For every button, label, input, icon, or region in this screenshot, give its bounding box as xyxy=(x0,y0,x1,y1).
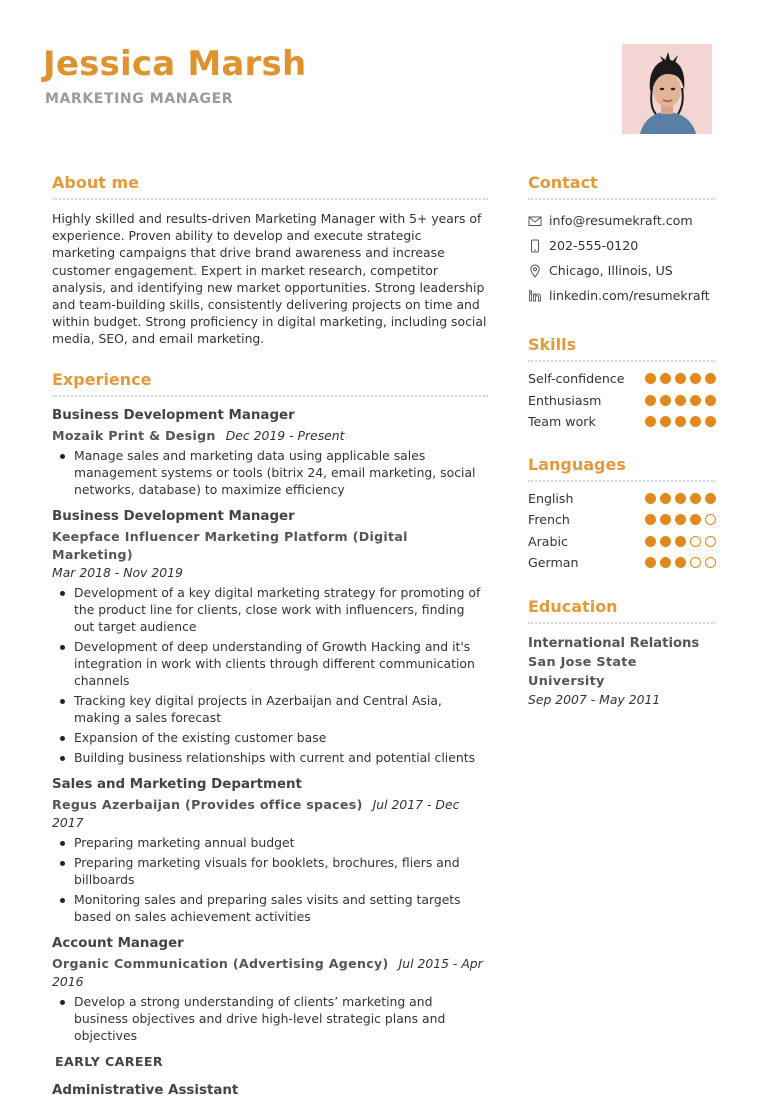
job-bullet: Preparing marketing annual budget xyxy=(52,834,488,851)
job-bullet: Building business relationships with current and potential clients xyxy=(52,749,488,766)
job-company-line xyxy=(52,427,488,445)
early-career-title: Administrative Assistant xyxy=(52,1082,239,1098)
education-dates: Sep 2007 - May 2011 xyxy=(528,691,661,707)
contact-section xyxy=(528,173,716,308)
filled-dot-icon xyxy=(705,416,716,427)
filled-dot-icon xyxy=(645,373,656,384)
filled-dot-icon xyxy=(645,557,656,568)
education-heading: Education xyxy=(528,596,618,616)
rating-label: French xyxy=(528,512,570,528)
languages-list xyxy=(528,488,716,574)
job-bullet: Development of deep understanding of Growth Hacking and it's integration in work with clients through different communication channels xyxy=(52,638,488,689)
filled-dot-icon xyxy=(660,493,671,504)
job-bullets xyxy=(52,993,488,1044)
left-column xyxy=(52,173,488,1098)
envelope-icon xyxy=(528,214,542,228)
filled-dot-icon xyxy=(675,514,686,525)
filled-dot-icon xyxy=(645,536,656,547)
candidate-name: Jessica Marsh xyxy=(43,44,307,84)
experience-heading: Experience xyxy=(52,369,152,389)
job-title: Business Development Manager xyxy=(52,407,295,423)
contact-location xyxy=(528,258,716,283)
empty-dot-icon xyxy=(705,536,716,547)
rating-label: Self-confidence xyxy=(528,371,625,387)
rating-row xyxy=(528,509,716,531)
rating-row xyxy=(528,552,716,574)
filled-dot-icon xyxy=(645,514,656,525)
filled-dot-icon xyxy=(660,557,671,568)
filled-dot-icon xyxy=(660,536,671,547)
filled-dot-icon xyxy=(690,493,701,504)
rating-dots xyxy=(645,493,716,504)
filled-dot-icon xyxy=(705,373,716,384)
contact-email[interactable] xyxy=(528,208,716,233)
about-heading: About me xyxy=(52,173,139,192)
education-section xyxy=(528,597,716,709)
contact-phone[interactable] xyxy=(528,233,716,258)
filled-dot-icon xyxy=(660,373,671,384)
rating-row xyxy=(528,390,716,412)
rating-row xyxy=(528,488,716,510)
filled-dot-icon xyxy=(675,416,686,427)
rating-dots xyxy=(645,395,716,406)
job-bullet: Develop a strong understanding of clients’ marketing and business objectives and drive high-level strategic plans and objectives xyxy=(52,993,488,1044)
skills-divider xyxy=(528,360,716,362)
rating-dots xyxy=(645,557,716,568)
contact-heading: Contact xyxy=(528,173,598,192)
job-bullet: Development of a key digital marketing strategy for promoting of the product line for clients, close work with influencers, finding out target audience xyxy=(52,584,488,635)
job-company: Keepface Influencer Marketing Platform (Digital Marketing) xyxy=(52,528,408,562)
job-bullet: Expansion of the existing customer base xyxy=(52,729,488,746)
rating-row xyxy=(528,368,716,390)
rating-label: Team work xyxy=(528,414,596,430)
contact-divider xyxy=(528,198,716,200)
rating-row xyxy=(528,531,716,553)
job-bullets xyxy=(52,834,488,925)
job-bullets xyxy=(52,447,488,498)
job-entry xyxy=(52,935,488,1044)
job-dates: Jul 2017 - Dec 2017 xyxy=(52,796,460,830)
filled-dot-icon xyxy=(645,395,656,406)
skills-section xyxy=(528,335,716,433)
rating-dots xyxy=(645,373,716,384)
contact-phone-text: 202-555-0120 xyxy=(549,238,639,253)
candidate-role: MARKETING MANAGER xyxy=(45,91,234,107)
filled-dot-icon xyxy=(660,395,671,406)
filled-dot-icon xyxy=(645,493,656,504)
job-bullet: Monitoring sales and preparing sales visits and setting targets based on sales achievement activities xyxy=(52,891,488,925)
empty-dot-icon xyxy=(705,514,716,525)
job-company-line xyxy=(52,955,488,991)
rating-label: Enthusiasm xyxy=(528,392,602,408)
right-column xyxy=(528,173,716,709)
rating-label: German xyxy=(528,555,579,571)
job-entry xyxy=(52,407,488,498)
contact-list xyxy=(528,208,716,308)
filled-dot-icon xyxy=(675,493,686,504)
filled-dot-icon xyxy=(675,395,686,406)
filled-dot-icon xyxy=(690,373,701,384)
job-dates: Jul 2015 - Apr 2016 xyxy=(52,955,483,989)
map-pin-icon xyxy=(528,264,542,278)
languages-section xyxy=(528,455,716,574)
skills-heading: Skills xyxy=(528,335,577,354)
contact-email-text: info@resumekraft.com xyxy=(549,213,693,228)
rating-dots xyxy=(645,416,716,427)
rating-dots xyxy=(645,514,716,525)
job-bullet: Preparing marketing visuals for booklets, brochures, fliers and billboards xyxy=(52,854,488,888)
filled-dot-icon xyxy=(690,514,701,525)
rating-label: Arabic xyxy=(528,533,568,549)
filled-dot-icon xyxy=(645,416,656,427)
filled-dot-icon xyxy=(660,416,671,427)
skills-list xyxy=(528,368,716,433)
contact-linkedin[interactable] xyxy=(528,283,716,308)
empty-dot-icon xyxy=(690,536,701,547)
filled-dot-icon xyxy=(705,395,716,406)
phone-icon xyxy=(528,239,542,253)
education-divider xyxy=(528,622,716,624)
job-bullet: Manage sales and marketing data using applicable sales management systems or tools (bitrix 24, email marketing, social networks, database) to maximize efficiency xyxy=(52,447,488,498)
job-dates: Dec 2019 - Present xyxy=(225,427,345,443)
filled-dot-icon xyxy=(690,395,701,406)
education-degree: International Relations xyxy=(528,635,700,651)
contact-linkedin-text: linkedin.com/resumekraft xyxy=(549,288,710,303)
education-school: San Jose State University xyxy=(528,654,637,689)
job-company-line xyxy=(52,528,488,582)
about-text: Highly skilled and results-driven Marketing Manager with 5+ years of experience. Proven ability to develop and execute strategic marketing campaigns that drive brand awareness and increase customer engagement. Expert in market research, competitor analysis, and identifying new market opportunities. Strong leadership and team-building skills, consistently delivering projects on time and within budget. Strong proficiency in digital marketing, including social media, SEO, and email marketing. xyxy=(52,211,487,347)
profile-photo xyxy=(622,44,712,134)
rating-row xyxy=(528,411,716,433)
job-entry xyxy=(52,776,488,925)
job-company: Regus Azerbaijan (Provides office spaces) xyxy=(52,796,363,812)
job-title: Business Development Manager xyxy=(52,508,295,524)
contact-location-text: Chicago, Illinois, US xyxy=(549,263,673,278)
rating-dots xyxy=(645,536,716,547)
profile-photo-illustration xyxy=(622,44,712,134)
job-title: Sales and Marketing Department xyxy=(52,776,302,792)
languages-divider xyxy=(528,480,716,482)
experience-section xyxy=(52,370,488,1098)
empty-dot-icon xyxy=(690,557,701,568)
linkedin-icon xyxy=(528,289,542,303)
job-entry xyxy=(52,508,488,766)
filled-dot-icon xyxy=(690,416,701,427)
about-section xyxy=(52,173,488,348)
filled-dot-icon xyxy=(675,536,686,547)
empty-dot-icon xyxy=(705,557,716,568)
job-company: Mozaik Print & Design xyxy=(52,427,216,443)
experience-divider xyxy=(52,395,488,397)
filled-dot-icon xyxy=(705,493,716,504)
about-divider xyxy=(52,198,488,200)
job-bullet: Tracking key digital projects in Azerbaijan and Central Asia, making a sales forecast xyxy=(52,692,488,726)
job-dates: Mar 2018 - Nov 2019 xyxy=(52,564,183,580)
filled-dot-icon xyxy=(675,557,686,568)
filled-dot-icon xyxy=(660,514,671,525)
filled-dot-icon xyxy=(675,373,686,384)
languages-heading: Languages xyxy=(528,454,626,474)
job-bullets xyxy=(52,584,488,766)
job-company: Organic Communication (Advertising Agency) xyxy=(52,955,389,971)
job-title: Account Manager xyxy=(52,935,184,951)
job-company-line xyxy=(52,796,488,832)
early-career-label: EARLY CAREER xyxy=(55,1053,164,1069)
rating-label: English xyxy=(528,490,574,506)
